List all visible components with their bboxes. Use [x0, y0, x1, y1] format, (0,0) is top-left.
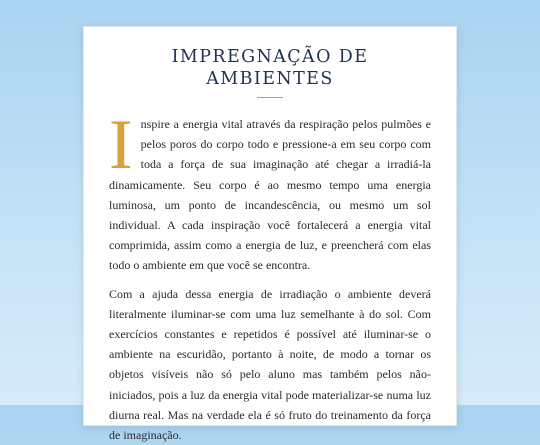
article-title: IMPREGNAÇÃO DE AMBIENTES — [171, 47, 369, 89]
paragraph-1 — [109, 106, 431, 276]
paragraph-1-text: nspire a energia vital através da respiração pelos pulmões e pelos poros do corpo todo e pressione-a em seu corpo com toda a força de sua imaginação até chegar a irradiá-la dinamicamente. Seu corpo é ao mesmo tempo uma energia luminosa, um ponto de incandescência, ou mesmo um sol individual. A cada inspiração você fortalecerá a energia vital comprimida, assim como a energia de luz, e preencherá com elas todo o ambiente em que você se encontra. — [109, 117, 431, 273]
title-divider — [257, 97, 283, 98]
drop-cap: I — [109, 106, 133, 184]
article-card — [83, 26, 457, 443]
paragraph-2: Com a ajuda dessa energia de irradiação o ambiente deverá literalmente iluminar-se com uma luz semelhante à do sol. Com exercícios constantes e repetidos é possível até iluminar-se o ambiente na escuridão, portanto à noite, de modo a tornar os objetos visíveis não só pelo aluno mas também pelos não-iniciados, pois a luz da energia vital pode materializar-se numa luz diurna real. Mas na verdade ela é só fruto do treinamento da força de imaginação. — [109, 286, 431, 443]
